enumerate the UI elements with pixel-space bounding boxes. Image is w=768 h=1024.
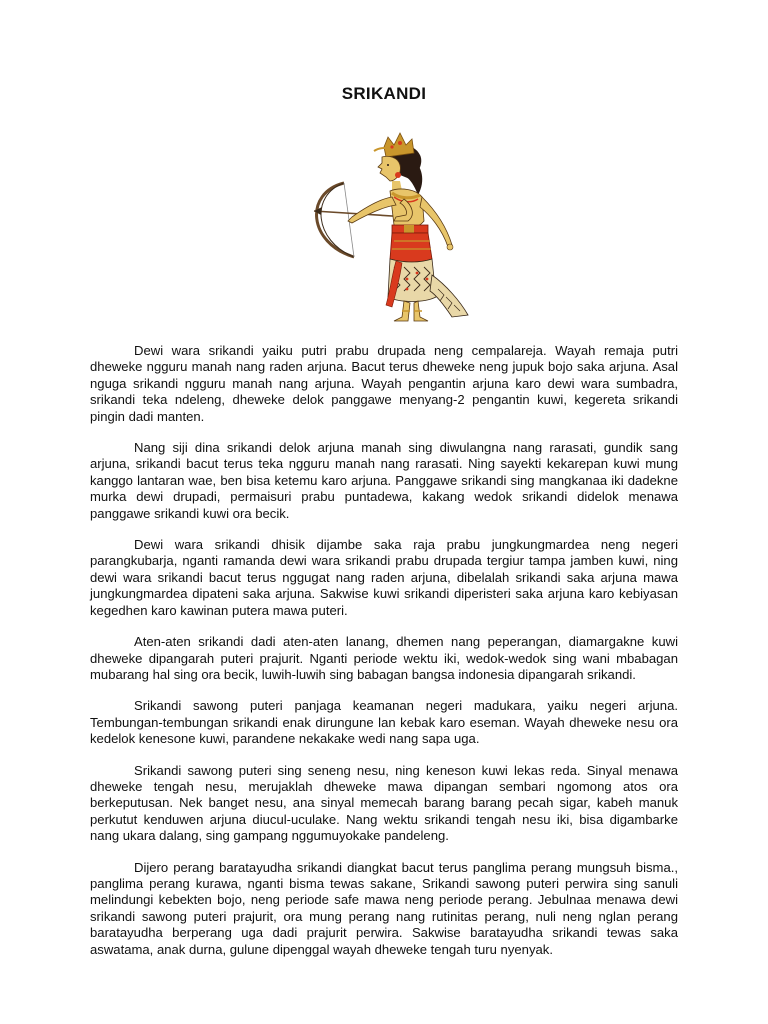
paragraph-4: Aten-aten srikandi dadi aten-aten lanang, dhemen nang peperangan, diamargakne kuwi dheweke dipangarah puteri prajurit. Nganti periode wektu iki, wedok-wedok sing wani mbabagan mubarang hal sing ora becik, luwih-luwih sing babagan bangsa indonesia dipangarah srikandi. [90, 634, 678, 682]
paragraph-6: Srikandi sawong puteri sing seneng nesu, ning keneson kuwi lekas reda. Sinyal menawa dheweke tengah nesu, merujaklah dheweke mawa dipangan sembari ngomong atos ora berkeputusan. Nek banget nesu, ana sinyal memecah barang barang pecah sigar, kabeh manuk perkutut kenduwen arjuna diucul-uculake. Nang wektu srikandi tengah nesu iki, bisa digambarke nang ukara dalang, sing gampang nggumuyokake pandeleng. [90, 762, 678, 844]
paragraph-3: Dewi wara srikandi dhisik dijambe saka raja prabu jungkungmardea neng negeri parangkubarja, nganti ramanda dewi wara srikandi prabu drupada tergiur tampa jamben kuwi, ning dewi wara srikandi bacut terus nggugat nang raden arjuna, dibelalah srikandi saka arjuna mawa jungkungmardea dipateni saka arjuna. Sakwise kuwi srikandi diperisteri saka arjuna karo kebiyasan kegedhen karo kawinan putera mawa puteri. [90, 537, 678, 618]
wayang-puppet-archer-icon [296, 125, 474, 325]
paragraph-2: Nang siji dina srikandi delok arjuna manah sing diwulangna nang rarasati, gundik sang arjuna, srikandi bacut terus teka ngguru manah nang rarasati. Ning sayekti kekarepan kuwi mung kanggo lantaran wae, ben bisa ketemu karo arjuna. Panggawe srikandi sing mangkanaa iki dadekne murka dewi drupadi, permaisuri prabu puntadewa, kakang wedok srikandi didelok menawa panggawe srikandi kuwi ora becik. [90, 440, 678, 521]
paragraph-1: Dewi wara srikandi yaiku putri prabu drupada neng cempalareja. Wayah remaja putri dheweke ngguru manah nang raden arjuna. Bacut terus dheweke neng jupuk bojo saka arjuna. Asal nguga srikandi ngguru manah nang arjuna. Wayah pengantin arjuna karo dewi wara sumbadra, srikandi teka ndeleng, dheweke delok panggawe menyang-2 pengantin kuwi, kegereta srikandi pingin dadi manten. [90, 343, 678, 424]
paragraph-7: Dijero perang baratayudha srikandi diangkat bacut terus panglima perang mungsuh bisma., panglima perang kurawa, nganti bisma tewas sakane, Srikandi sawong puteri perwira sing sanuli melindungi kebekten bojo, neng periode safe mawa neng periode perang. Jebulnaa menawa dewi srikandi sawong puteri prajurit, ora mung perang nang rutinitas perang, nuli neng nglan perang baratayudha berperang uga dadi prajurit perwira. Sakwise baratayudha srikandi tewas saka aswatama, anak durna, gulune dipenggal wayah dheweke tengah turu nyenyak. [90, 859, 678, 957]
page-title: SRIKANDI [341, 84, 427, 103]
srikandi-illustration [296, 125, 474, 325]
article-body [90, 343, 678, 973]
paragraph-5: Srikandi sawong puteri panjaga keamanan negeri madukara, yaiku negeri arjuna. Tembungan-tembungan srikandi enak dirungune lan kebak karo eseman. Wayah dheweke nesu ora kedelok kenesone kuwi, parandene nekakake wedi nang sapa uga. [90, 698, 678, 747]
